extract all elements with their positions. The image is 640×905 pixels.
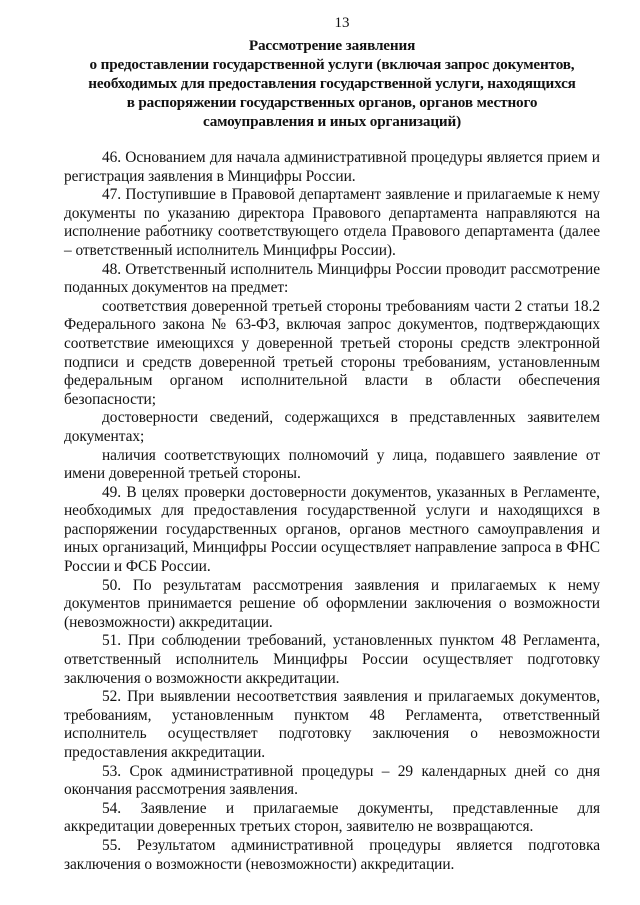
paragraph-48-item-3: наличия соответствующих полномочий у лица, подавшего заявление от имени доверенной третьей стороны.	[64, 446, 600, 483]
paragraph-46: 46. Основанием для начала административной процедуры является прием и регистрация заявления в Минцифры России.	[64, 149, 600, 185]
paragraph-52: 52. При выявлении несоответствия заявления и прилагаемых документов, требованиям, установленным пунктом 48 Регламента, ответственный исполнитель осуществляет подготовку заключения о невозможности предоставления аккредитации.	[64, 688, 600, 761]
paragraph-48: 48. Ответственный исполнитель Минцифры России проводит рассмотрение поданных документов на предмет:	[64, 260, 600, 297]
section-heading	[64, 36, 600, 131]
paragraph-48-item-1: соответствия доверенной третьей стороны требованиям части 2 статьи 18.2 Федерального закона № 63-ФЗ, включая запрос документов, подтверждающих соответствие имеющихся у доверенной третьей стороны средств электронной подписи и средств доверенной третьей стороны требованиям, установленным федеральным органом исполнительной власти в области обеспечения безопасности;	[64, 297, 600, 408]
paragraph-48-item-2: достоверности сведений, содержащихся в представленных заявителем документах;	[64, 409, 600, 445]
body-text	[64, 149, 600, 874]
paragraph-51: 51. При соблюдении требований, установленных пунктом 48 Регламента, ответственный исполнитель Минцифры России осуществляет подготовку заключения о возможности аккредитации.	[64, 632, 600, 687]
heading-line: необходимых для предоставления государственной услуги, находящихся	[88, 75, 576, 92]
heading-line: в распоряжении государственных органов, органов местного	[126, 94, 538, 111]
paragraph-50: 50. По результатам рассмотрения заявления и прилагаемых к нему документов принимается решение об оформлении заключения о возможности (невозможности) аккредитации.	[64, 576, 600, 631]
paragraph-54: 54. Заявление и прилагаемые документы, представленные для аккредитации доверенных третьих сторон, заявителю не возвращаются.	[64, 799, 600, 836]
paragraph-53: 53. Срок административной процедуры – 29 календарных дней со дня окончания рассмотрения заявления.	[64, 762, 600, 799]
paragraph-55: 55. Результатом административной процедуры является подготовка заключения о возможности (невозможности) аккредитации.	[64, 836, 600, 873]
page-number: 13	[334, 15, 350, 31]
heading-line: Рассмотрение заявления	[248, 37, 416, 54]
paragraph-47: 47. Поступившие в Правовой департамент заявление и прилагаемые к нему документы по указанию директора Правового департамента направляются на исполнение работнику соответствующего отдела Правового департамента (далее – ответственный исполнитель Минцифры России).	[64, 186, 600, 259]
paragraph-49: 49. В целях проверки достоверности документов, указанных в Регламенте, необходимых для предоставления государственной услуги и находящихся в распоряжении государственных органов, органов местного самоуправления и иных организаций, Минцифры России осуществляет направление запроса в ФНС России и ФСБ России.	[64, 483, 600, 576]
heading-line: о предоставлении государственной услуги (включая запрос документов,	[89, 56, 575, 73]
heading-line: самоуправления и иных организаций)	[202, 113, 462, 130]
